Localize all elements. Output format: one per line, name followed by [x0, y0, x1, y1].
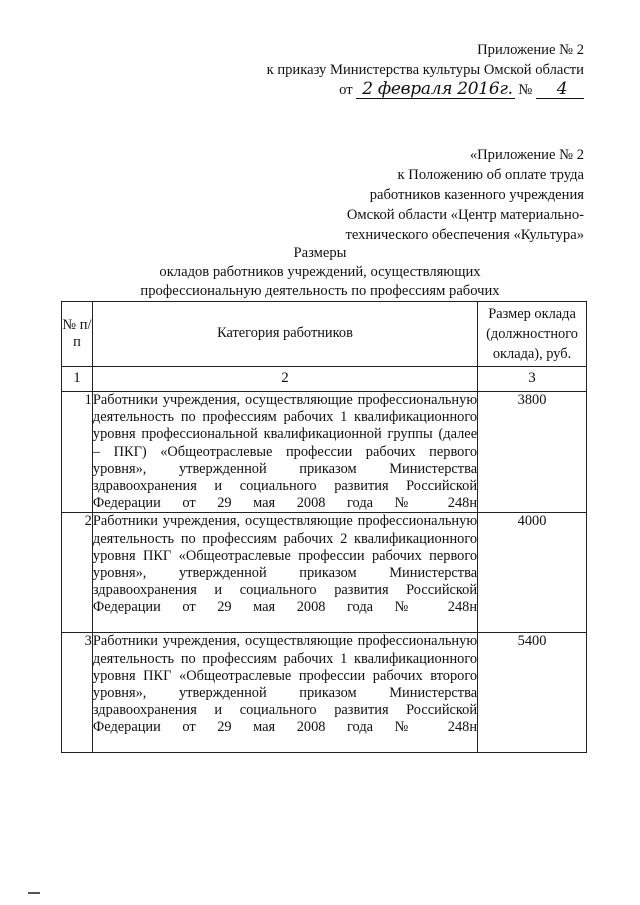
appendix-line: технического обеспечения «Культура» — [345, 227, 584, 243]
column-number-cell: 3 — [478, 367, 587, 392]
title-line: Размеры — [293, 245, 347, 261]
header-salary: Размер оклада (должностного оклада), руб. — [478, 302, 587, 367]
appendix-line: Омской области «Центр материально- — [346, 207, 584, 223]
row-salary: 5400 — [478, 633, 587, 753]
title-line: профессиональную деятельность по профессиям рабочих — [140, 283, 500, 299]
appendix-line: к Положению об оплате труда — [397, 167, 584, 183]
row-category: Работники учреждения, осуществляющие профессиональную деятельность по профессиям рабочих 1 квалификационного уровня профессиональной квалификационной группы (далее – ПКГ) «Общеотраслевые профессии рабочих первого уровня», утвержденной приказом Министерства здравоохранения и социального развития Российской Федерации от 29 мая 2008 года № 248н — [92, 392, 478, 512]
row-number: 1 — [62, 392, 93, 513]
header-number: № п/п — [62, 302, 93, 367]
row-number: 2 — [62, 513, 93, 633]
date-prefix: от — [339, 82, 353, 98]
appendix-reference-block — [345, 145, 584, 245]
order-reference-block — [267, 40, 584, 100]
row-salary: 3800 — [478, 392, 587, 513]
table-row — [62, 633, 587, 753]
row-category: Работники учреждения, осуществляющие профессиональную деятельность по профессиям рабочих 1 квалификационного уровня ПКГ «Общеотраслевые профессии рабочих второго уровня», утвержденной приказом Министерства здравоохранения и социального развития Российской Федерации от 29 мая 2008 года № 248н — [92, 633, 477, 753]
number-label: № — [518, 82, 533, 98]
column-number-cell: 2 — [92, 367, 477, 392]
column-number-row — [62, 367, 587, 392]
table-row — [62, 392, 587, 513]
document-title — [0, 244, 640, 301]
table-header-row — [62, 302, 587, 367]
title-line: окладов работников учреждений, осуществляющих — [159, 264, 481, 280]
page-edge-mark — [28, 892, 40, 894]
appendix-line: «Приложение № 2 — [469, 147, 584, 163]
salary-table — [61, 301, 587, 753]
column-number-cell: 1 — [62, 367, 93, 392]
appendix-line: работников казенного учреждения — [369, 187, 584, 203]
row-number: 3 — [62, 633, 93, 753]
row-category: Работники учреждения, осуществляющие профессиональную деятельность по профессиям рабочих 2 квалификационного уровня ПКГ «Общеотраслевые профессии рабочих первого уровня», утвержденной приказом Министерства здравоохранения и социального развития Российской Федерации от 29 мая 2008 года № 248н — [92, 513, 477, 633]
order-reference: к приказу Министерства культуры Омской области — [266, 62, 584, 78]
order-date-line — [267, 80, 584, 100]
handwritten-number: 4 — [536, 80, 584, 99]
row-salary: 4000 — [478, 513, 587, 633]
appendix-number: Приложение № 2 — [477, 42, 584, 58]
header-category: Категория работников — [92, 302, 477, 367]
handwritten-date: 2 февраля 2016г. — [356, 80, 514, 99]
table-row — [62, 513, 587, 633]
